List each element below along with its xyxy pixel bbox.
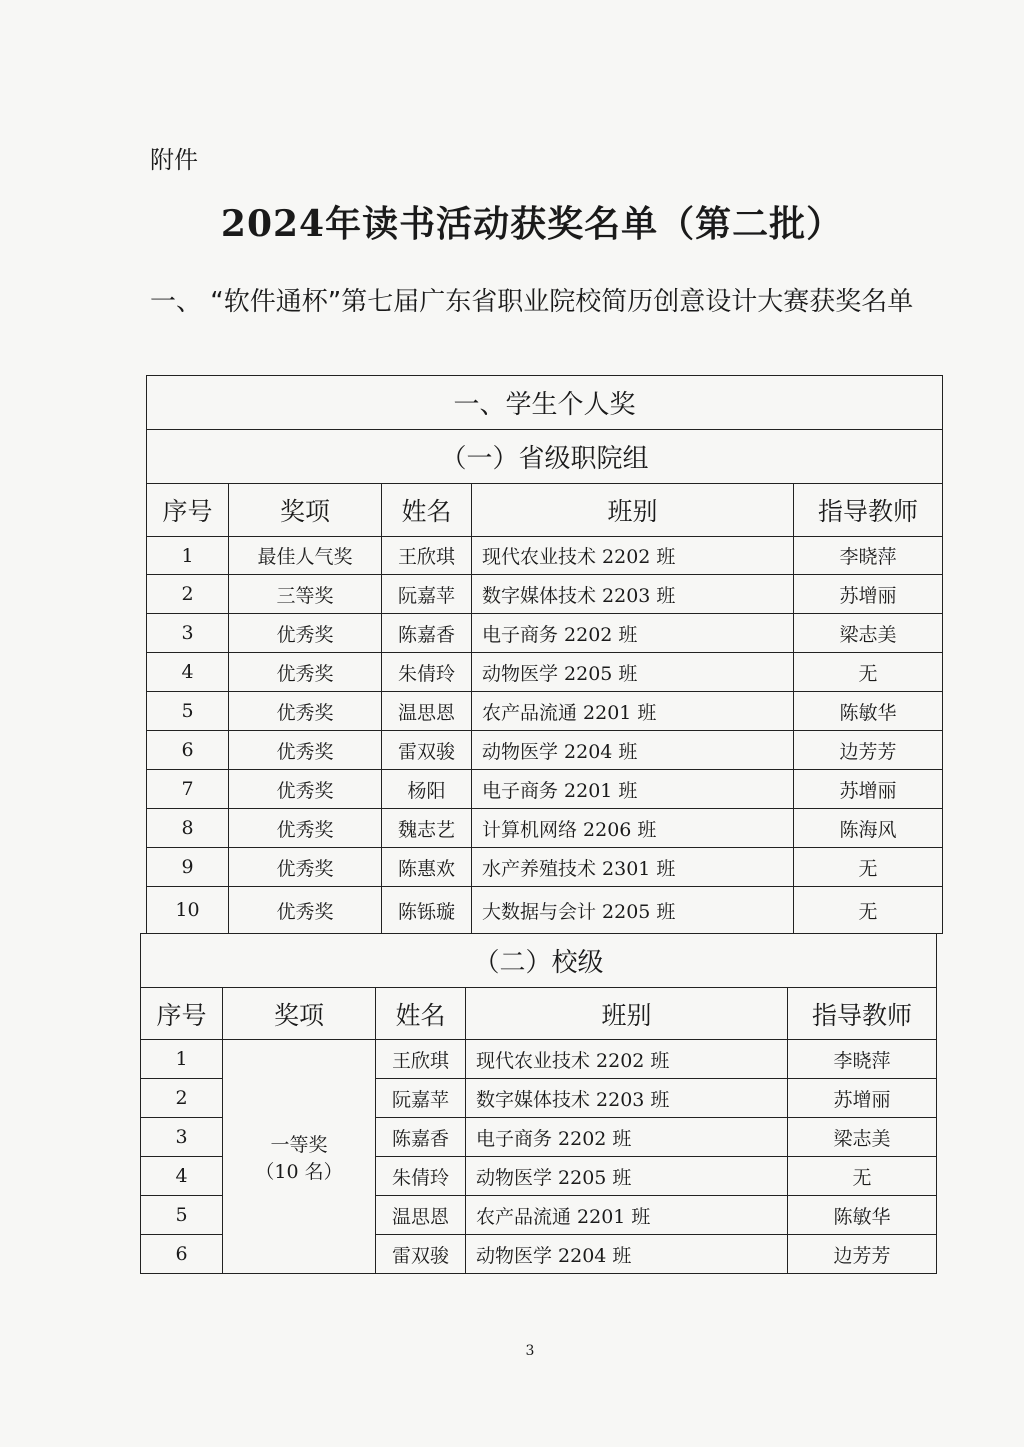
table-cell: 农产品流通 2201 班 [472,692,794,731]
table-cell: 梁志美 [794,614,943,653]
table-cell: 5 [147,692,229,731]
group-title: （二）校级 [141,934,937,988]
table-cell: 6 [147,731,229,770]
table-cell: 最佳人气奖 [229,537,382,575]
column-header: 班别 [472,484,794,537]
table-row [147,887,943,934]
table-cell: 电子商务 2202 班 [466,1118,788,1157]
table-cell: 2 [141,1079,223,1118]
table-cell: 3 [141,1118,223,1157]
table-cell: 数字媒体技术 2203 班 [466,1079,788,1118]
page-title: 2024年读书活动获奖名单（第二批） [220,203,844,245]
group1-rows [147,537,943,934]
table-cell: 优秀奖 [229,692,382,731]
table-cell: 6 [141,1235,223,1274]
table-cell: 优秀奖 [229,731,382,770]
provincial-award-table [146,375,943,934]
table-cell: 大数据与会计 2205 班 [472,887,794,934]
table-cell: 陈铄璇 [382,887,472,934]
table-cell: 水产养殖技术 2301 班 [472,848,794,887]
table-row [147,537,943,575]
award-cell [223,1040,376,1274]
table-cell: 优秀奖 [229,887,382,934]
table-cell: 陈敏华 [794,692,943,731]
table-cell: 魏志艺 [382,809,472,848]
table-cell: 雷双骏 [376,1235,466,1274]
table-cell: 3 [147,614,229,653]
table-cell: 陈海风 [794,809,943,848]
table-cell: 优秀奖 [229,809,382,848]
table-cell: 阮嘉苹 [382,575,472,614]
table-cell: 10 [147,887,229,934]
table-cell: 梁志美 [788,1118,937,1157]
table-cell: 2 [147,575,229,614]
group2-rows [141,1040,937,1274]
table-cell: 优秀奖 [229,848,382,887]
column-header: 奖项 [229,484,382,537]
table-row [147,848,943,887]
column-header: 序号 [147,484,229,537]
table-row [147,809,943,848]
table-cell: 无 [794,848,943,887]
table-cell: 数字媒体技术 2203 班 [472,575,794,614]
table-cell: 动物医学 2205 班 [472,653,794,692]
table-cell: 动物医学 2205 班 [466,1157,788,1196]
column-header: 序号 [141,988,223,1040]
table-cell: 动物医学 2204 班 [466,1235,788,1274]
table-row [147,575,943,614]
table-cell: 4 [147,653,229,692]
table-cell: 温思恩 [382,692,472,731]
table-cell: 现代农业技术 2202 班 [466,1040,788,1079]
table-cell: 4 [141,1157,223,1196]
table-cell: 9 [147,848,229,887]
table-cell: 杨阳 [382,770,472,809]
column-header: 班别 [466,988,788,1040]
table-cell: 优秀奖 [229,653,382,692]
attachment-label: 附件 [150,146,198,174]
table-cell: 苏增丽 [794,770,943,809]
table-cell: 7 [147,770,229,809]
table-cell: 三等奖 [229,575,382,614]
table-cell: 边芳芳 [794,731,943,770]
column-header: 指导教师 [794,484,943,537]
section-heading: 一、 “软件通杯”第七届广东省职业院校简历创意设计大赛获奖名单 [150,287,914,317]
award-count: （10 名） [255,1160,343,1183]
table-cell: 朱倩玲 [382,653,472,692]
table-cell: 电子商务 2202 班 [472,614,794,653]
table-cell: 1 [147,537,229,575]
table-row [147,731,943,770]
table-cell: 陈惠欢 [382,848,472,887]
table-cell: 陈嘉香 [382,614,472,653]
table-cell: 无 [794,887,943,934]
table-cell: 陈嘉香 [376,1118,466,1157]
column-header: 指导教师 [788,988,937,1040]
table-cell: 李晓萍 [794,537,943,575]
page-number: 3 [525,1343,535,1359]
table-cell: 优秀奖 [229,614,382,653]
table-cell: 无 [788,1157,937,1196]
table-cell: 8 [147,809,229,848]
table-row [141,1040,937,1079]
table-cell: 计算机网络 2206 班 [472,809,794,848]
table-row [147,770,943,809]
table-cell: 苏增丽 [794,575,943,614]
table-row [147,692,943,731]
table-cell: 王欣琪 [382,537,472,575]
table-row [147,653,943,692]
table-cell: 王欣琪 [376,1040,466,1079]
table-banner: 一、学生个人奖 [147,376,943,430]
table-cell: 雷双骏 [382,731,472,770]
table-cell: 边芳芳 [788,1235,937,1274]
award-name: 一等奖 [270,1133,328,1156]
table-cell: 陈敏华 [788,1196,937,1235]
table-cell: 苏增丽 [788,1079,937,1118]
group-title: （一）省级职院组 [147,430,943,484]
table-cell: 温思恩 [376,1196,466,1235]
table-cell: 动物医学 2204 班 [472,731,794,770]
table-row [147,614,943,653]
column-header: 姓名 [382,484,472,537]
table-cell: 李晓萍 [788,1040,937,1079]
table-cell: 5 [141,1196,223,1235]
table-cell: 农产品流通 2201 班 [466,1196,788,1235]
table-cell: 1 [141,1040,223,1079]
table-cell: 现代农业技术 2202 班 [472,537,794,575]
table-cell: 无 [794,653,943,692]
column-header: 奖项 [223,988,376,1040]
table-cell: 电子商务 2201 班 [472,770,794,809]
table-cell: 阮嘉苹 [376,1079,466,1118]
school-award-table [140,933,937,1274]
column-header: 姓名 [376,988,466,1040]
table-cell: 朱倩玲 [376,1157,466,1196]
table-cell: 优秀奖 [229,770,382,809]
